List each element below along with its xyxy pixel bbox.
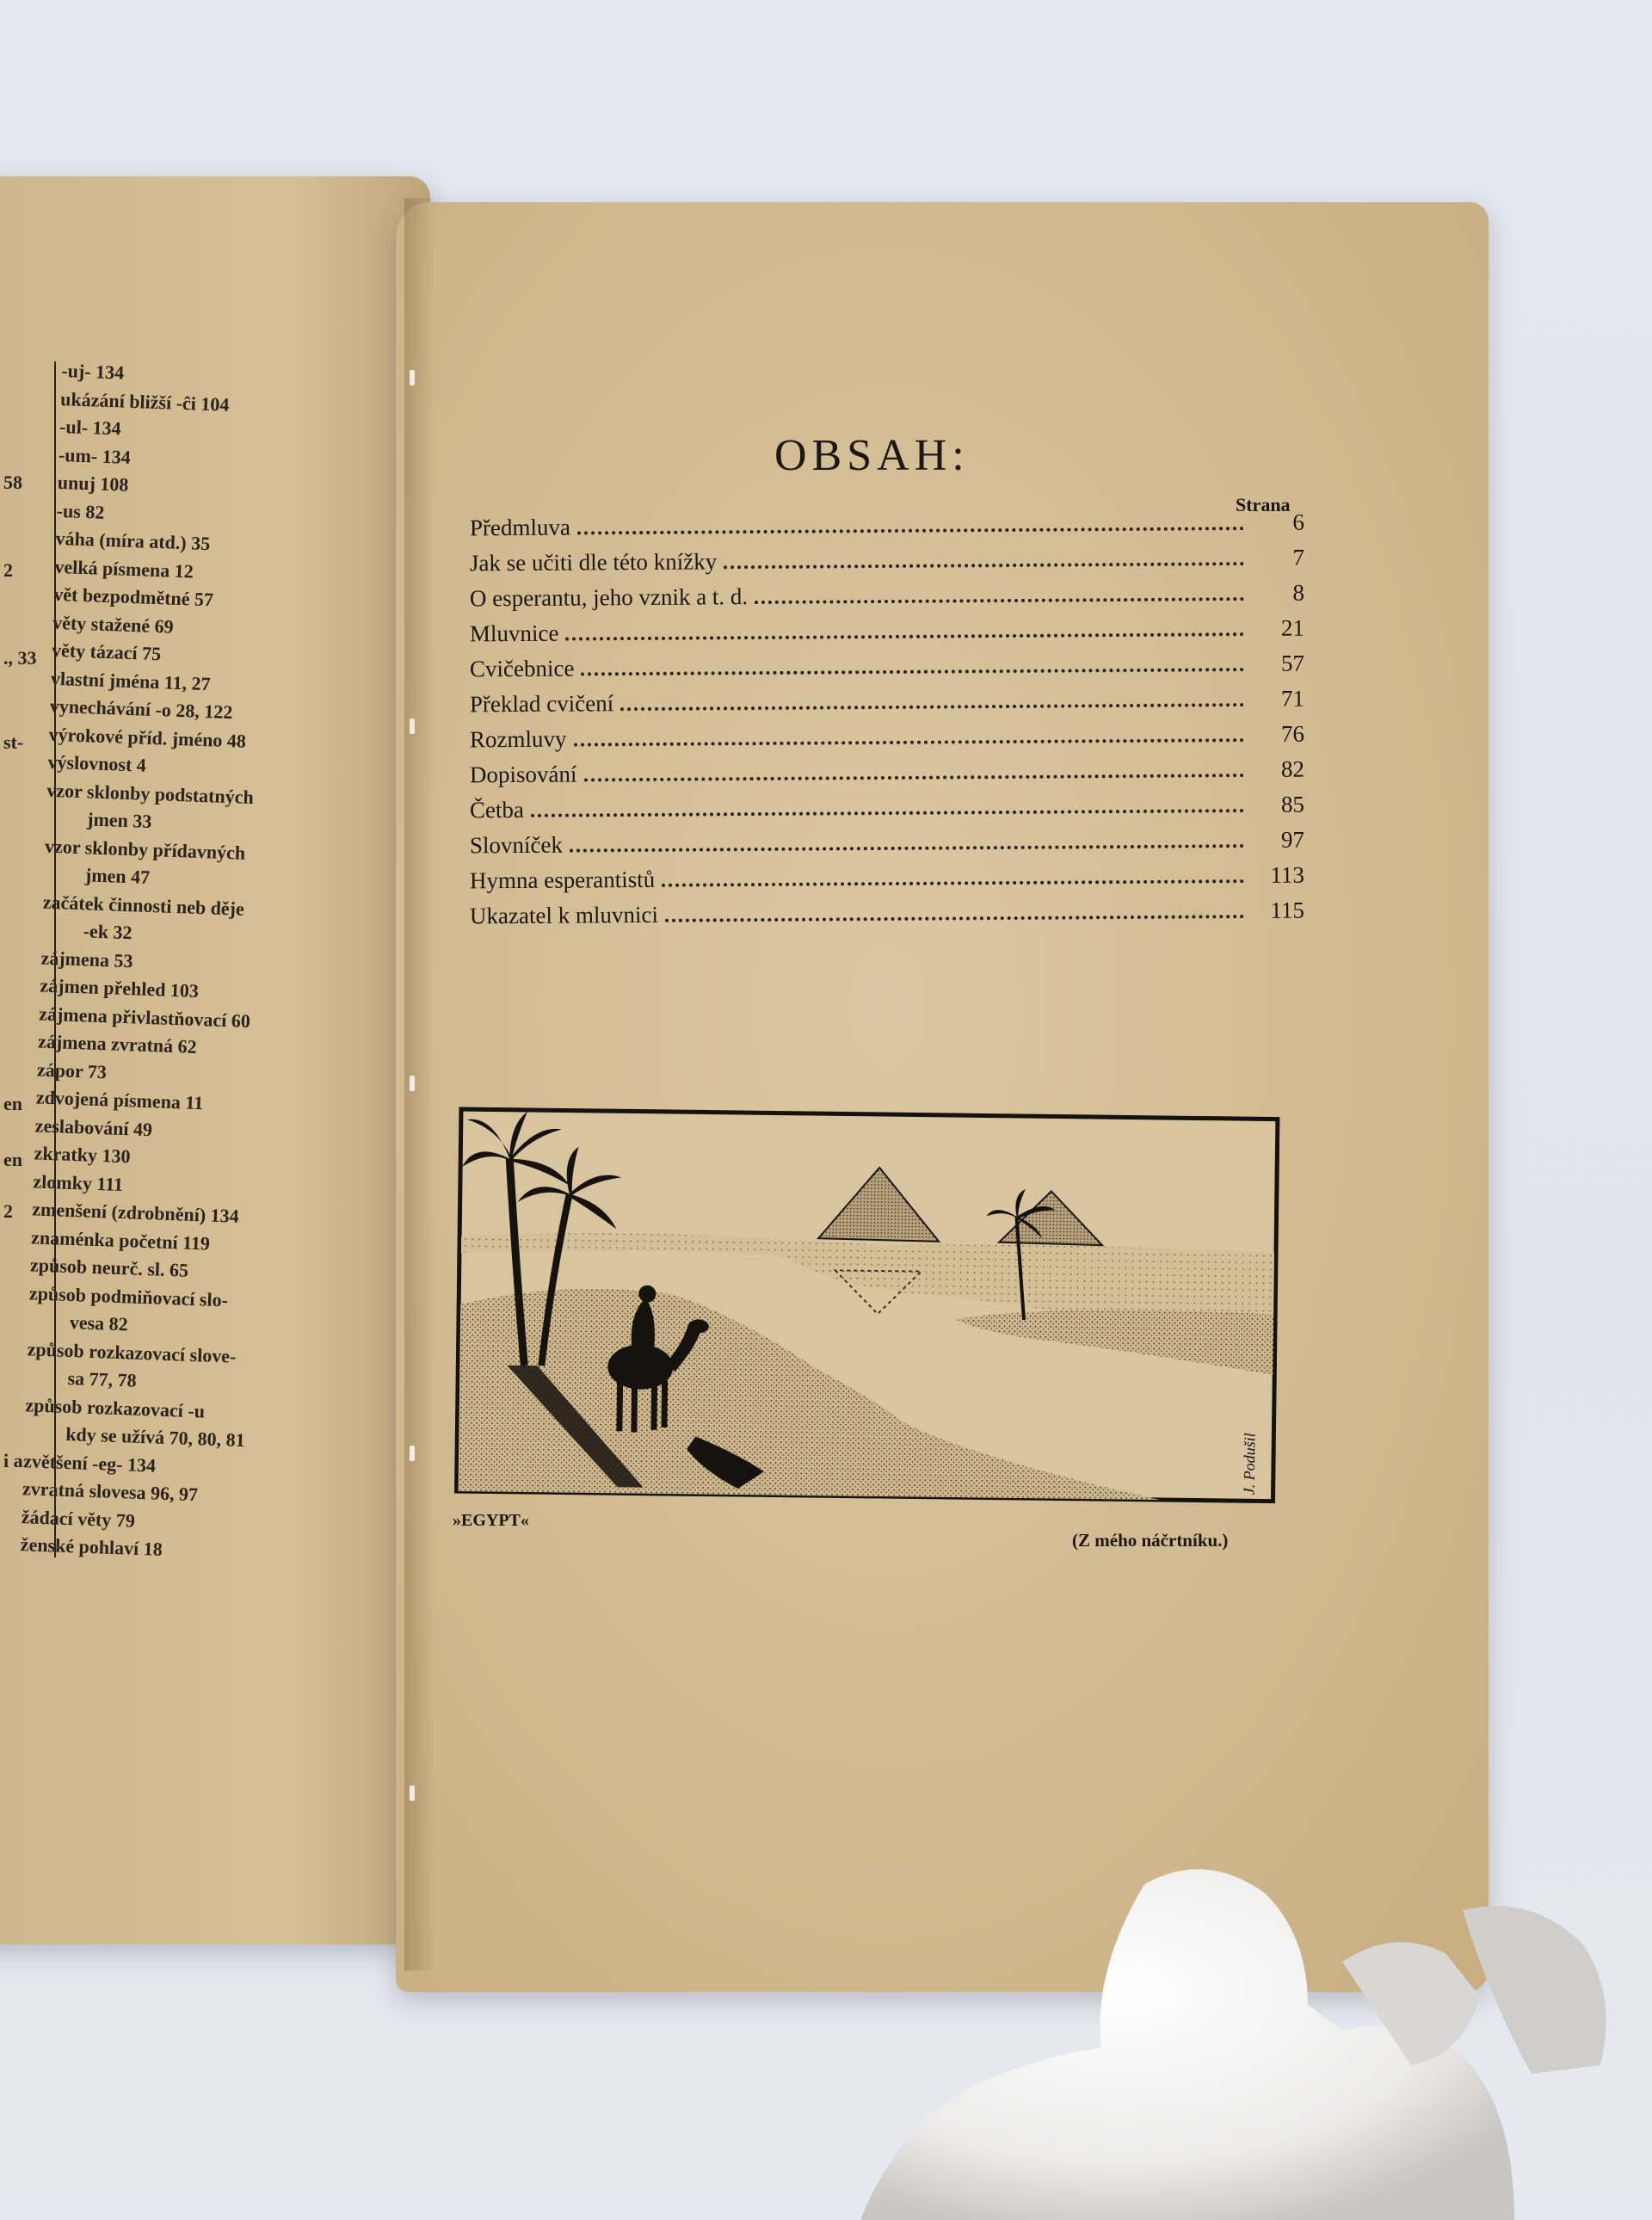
toc-page-number: 57 — [1280, 650, 1305, 676]
table-of-contents — [469, 509, 1305, 935]
binding-stitch — [410, 718, 415, 734]
index-entry: sa 77, 78 — [67, 1366, 138, 1391]
toc-label: Překlad cvičení — [469, 690, 614, 718]
binding-stitch — [410, 1076, 415, 1091]
toc-leader-dots — [577, 527, 1244, 534]
index-entry: vzor sklonby přídavných — [44, 835, 246, 864]
index-entry: -ek 32 — [83, 920, 133, 944]
index-entry: vlastní jména 11, 27 — [50, 667, 212, 694]
index-entry: zeslabování 49 — [34, 1113, 153, 1140]
illustration-caption-note: (Z mého náčrtníku.) — [1072, 1530, 1229, 1551]
index-entry: -us 82 — [56, 499, 105, 523]
index-entry: -uj- 134 — [61, 359, 125, 384]
index-entry: zmenšení (zdrobnění) 134 — [31, 1198, 240, 1227]
binding-stitch — [410, 370, 415, 385]
toc-leader-dots — [665, 915, 1244, 922]
index-entry: kdy se užívá 70, 80, 81 — [65, 1422, 246, 1452]
index-entry: věty stažené 69 — [52, 611, 175, 638]
toc-leader-dots — [565, 632, 1244, 641]
index-entry: zájmen přehled 103 — [40, 974, 200, 1002]
toc-label: Mluvnice — [469, 620, 559, 647]
toc-label: Jak se učiti dle této knížky — [469, 548, 718, 577]
egypt-illustration — [454, 1107, 1280, 1504]
toc-label: Hymna esperantistů — [469, 866, 656, 894]
binding-stitch — [410, 1446, 415, 1461]
toc-row — [470, 792, 1304, 833]
index-entry: vesa 82 — [69, 1311, 129, 1335]
toc-leader-dots — [755, 597, 1244, 604]
toc-page-number: 6 — [1292, 509, 1305, 535]
toc-page-number: 82 — [1280, 755, 1305, 782]
index-entry: způsob neurč. sl. 65 — [29, 1254, 189, 1281]
toc-leader-dots — [570, 844, 1244, 852]
index-entry: jmen 33 — [86, 808, 152, 832]
index-entry: jmen 47 — [84, 864, 151, 888]
toc-row — [470, 721, 1304, 762]
index-entry: zájmena přivlastňovací 60 — [38, 1002, 251, 1032]
index-entry: věty tázací 75 — [51, 638, 162, 665]
toc-page-number: 85 — [1280, 791, 1305, 817]
toc-leader-dots — [724, 562, 1244, 569]
illustration-signature: J. Podušil — [1240, 1433, 1259, 1495]
toc-page-number: 71 — [1280, 685, 1305, 712]
index-entry: žádací věty 79 — [21, 1505, 136, 1532]
index-entry: zájmena 53 — [40, 947, 133, 971]
margin-fragment: en — [3, 1149, 22, 1170]
index-list — [20, 357, 346, 1569]
toc-page-number: 8 — [1292, 579, 1305, 606]
toc-row — [470, 580, 1304, 621]
index-entry: vynechávání -o 28, 122 — [49, 694, 233, 724]
toc-row — [470, 686, 1304, 727]
margin-fragment: i a — [3, 1450, 23, 1471]
toc-row — [470, 545, 1304, 586]
toc-leader-dots — [531, 809, 1244, 817]
index-entry: způsob podmiňovací slo- — [28, 1281, 229, 1310]
index-entry: -ul- 134 — [59, 415, 122, 440]
margin-fragment: 2 — [3, 1200, 13, 1222]
index-entry: vzor sklonby podstatných — [46, 779, 255, 808]
gloved-hand — [860, 1859, 1635, 2220]
toc-leader-dots — [584, 774, 1245, 781]
margin-fragment: 58 — [3, 472, 22, 493]
toc-label: Rozmluvy — [469, 725, 567, 753]
margin-fragment: st- — [3, 731, 24, 753]
binding-stitch — [410, 1785, 415, 1801]
toc-label: Předmluva — [469, 514, 571, 541]
toc-label: Ukazatel k mluvnici — [469, 901, 659, 929]
toc-page-number: 21 — [1280, 614, 1305, 641]
toc-page-number: 113 — [1270, 861, 1305, 888]
index-entry: výslovnost 4 — [47, 750, 147, 776]
toc-page-number: 76 — [1280, 720, 1305, 747]
index-entry: váha (míra atd.) 35 — [55, 527, 211, 555]
toc-label: O esperantu, jeho vznik a t. d. — [469, 583, 749, 612]
toc-leader-dots — [662, 879, 1244, 887]
index-entry: způsob rozkazovací slove- — [27, 1337, 237, 1367]
margin-fragment: ., 33 — [3, 647, 37, 669]
index-entry: zájmena zvratná 62 — [37, 1030, 198, 1058]
toc-label: Dopisování — [469, 761, 577, 788]
index-entry: zvratná slovesa 96, 97 — [22, 1477, 199, 1506]
illustration-caption-title: »EGYPT« — [453, 1511, 529, 1530]
index-entry: zápor 73 — [36, 1058, 108, 1082]
margin-fragment: 2 — [3, 559, 13, 581]
index-entry: výrokové příd. jméno 48 — [48, 723, 247, 752]
contents-title: OBSAH: — [774, 431, 970, 480]
index-entry: zvětšení -eg- 134 — [22, 1449, 157, 1477]
index-entry: vět bezpodmětné 57 — [52, 583, 214, 611]
toc-page-number: 7 — [1292, 544, 1305, 570]
toc-row — [470, 827, 1304, 868]
index-entry: zdvojená písmena 11 — [35, 1086, 204, 1114]
index-entry: způsob rozkazovací -u — [25, 1393, 206, 1422]
toc-row — [470, 509, 1304, 551]
index-entry: ukázání bližší -ĉi 104 — [59, 387, 230, 416]
toc-row — [470, 756, 1304, 798]
index-entry: začátek činnosti neb děje — [42, 891, 245, 920]
index-entry: unuj 108 — [57, 471, 129, 496]
toc-leader-dots — [620, 703, 1244, 711]
toc-page-number: 97 — [1280, 826, 1305, 853]
index-entry: velká písmena 12 — [54, 555, 194, 582]
index-entry: zlomky 111 — [33, 1169, 124, 1195]
toc-label: Slovníček — [469, 831, 564, 859]
index-entry: -um- 134 — [58, 443, 132, 468]
toc-row — [470, 615, 1304, 657]
toc-leader-dots — [574, 738, 1245, 746]
margin-fragment: en — [3, 1093, 22, 1114]
toc-row — [470, 897, 1304, 939]
toc-row — [470, 862, 1304, 903]
toc-leader-dots — [581, 668, 1244, 675]
index-entry: ženské pohlaví 18 — [20, 1533, 163, 1560]
index-entry: znaménka početní 119 — [30, 1225, 211, 1255]
toc-row — [470, 651, 1304, 692]
toc-label: Cvičebnice — [469, 655, 575, 682]
toc-page-number: 115 — [1270, 897, 1305, 923]
page-column-header: Strana — [1236, 494, 1291, 515]
index-entry: zkratky 130 — [34, 1142, 131, 1168]
toc-label: Četba — [469, 796, 525, 823]
